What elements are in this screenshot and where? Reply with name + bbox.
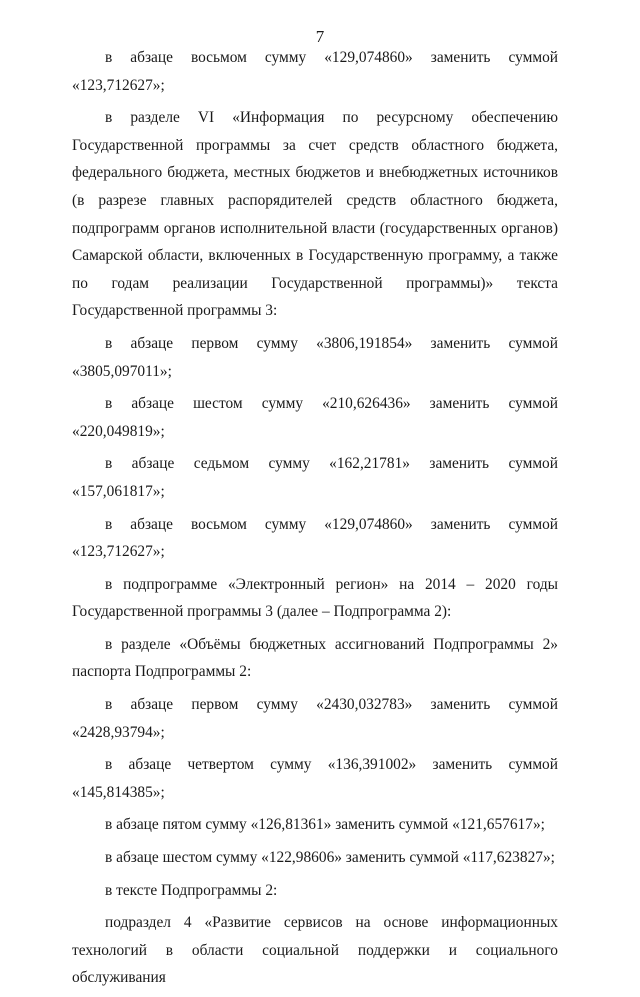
- paragraph: в подпрограмме «Электронный регион» на 2014 – 2020 годы Государственной программы 3 (далее – Подпрограмма 2):: [72, 575, 558, 621]
- paragraph: в абзаце первом сумму «3806,191854» заменить суммой «3805,097011»;: [72, 334, 558, 380]
- paragraph: в абзаце четвертом сумму «136,391002» заменить суммой «145,814385»;: [72, 756, 558, 801]
- paragraph: в абзаце восьмом сумму «129,074860» заменить суммой «123,712627»;: [72, 515, 558, 561]
- paragraph: в абзаце восьмом сумму «129,074860» заменить суммой «123,712627»;: [72, 49, 558, 94]
- paragraph: подраздел 4 «Развитие сервисов на основе информационных технологий в области социальной поддержки и социального обслуживания: [72, 914, 558, 987]
- paragraph: в разделе VI «Информация по ресурсному обеспечению Государственной программы за счет средств областного бюджета, федерального бюджета, местных бюджетов и внебюджетных источников (в разрезе главных распорядителей средств областного бюджета, подпрограмм органов исполнительной власти (государственных органов) Самарской области, включенных в Государственную программу, а также по годам реализации Государственной программы)» текста Государственной программы 3:: [72, 109, 558, 320]
- paragraph: в разделе «Объёмы бюджетных ассигнований Подпрограммы 2» паспорта Подпрограммы 2:: [72, 635, 558, 681]
- paragraph: в тексте Подпрограммы 2:: [105, 881, 278, 899]
- document-body: [72, 44, 558, 997]
- paragraph: в абзаце седьмом сумму «162,21781» заменить суммой «157,061817»;: [72, 455, 558, 500]
- paragraph: в абзаце пятом сумму «126,81361» заменить суммой «121,657617»;: [105, 816, 545, 834]
- page-number: 7: [315, 27, 325, 46]
- paragraph: в абзаце шестом сумму «122,98606» заменить суммой «117,623827»;: [105, 849, 555, 867]
- paragraph: в абзаце первом сумму «2430,032783» заменить суммой «2428,93794»;: [72, 696, 558, 741]
- paragraph: в абзаце шестом сумму «210,626436» заменить суммой «220,049819»;: [72, 395, 558, 440]
